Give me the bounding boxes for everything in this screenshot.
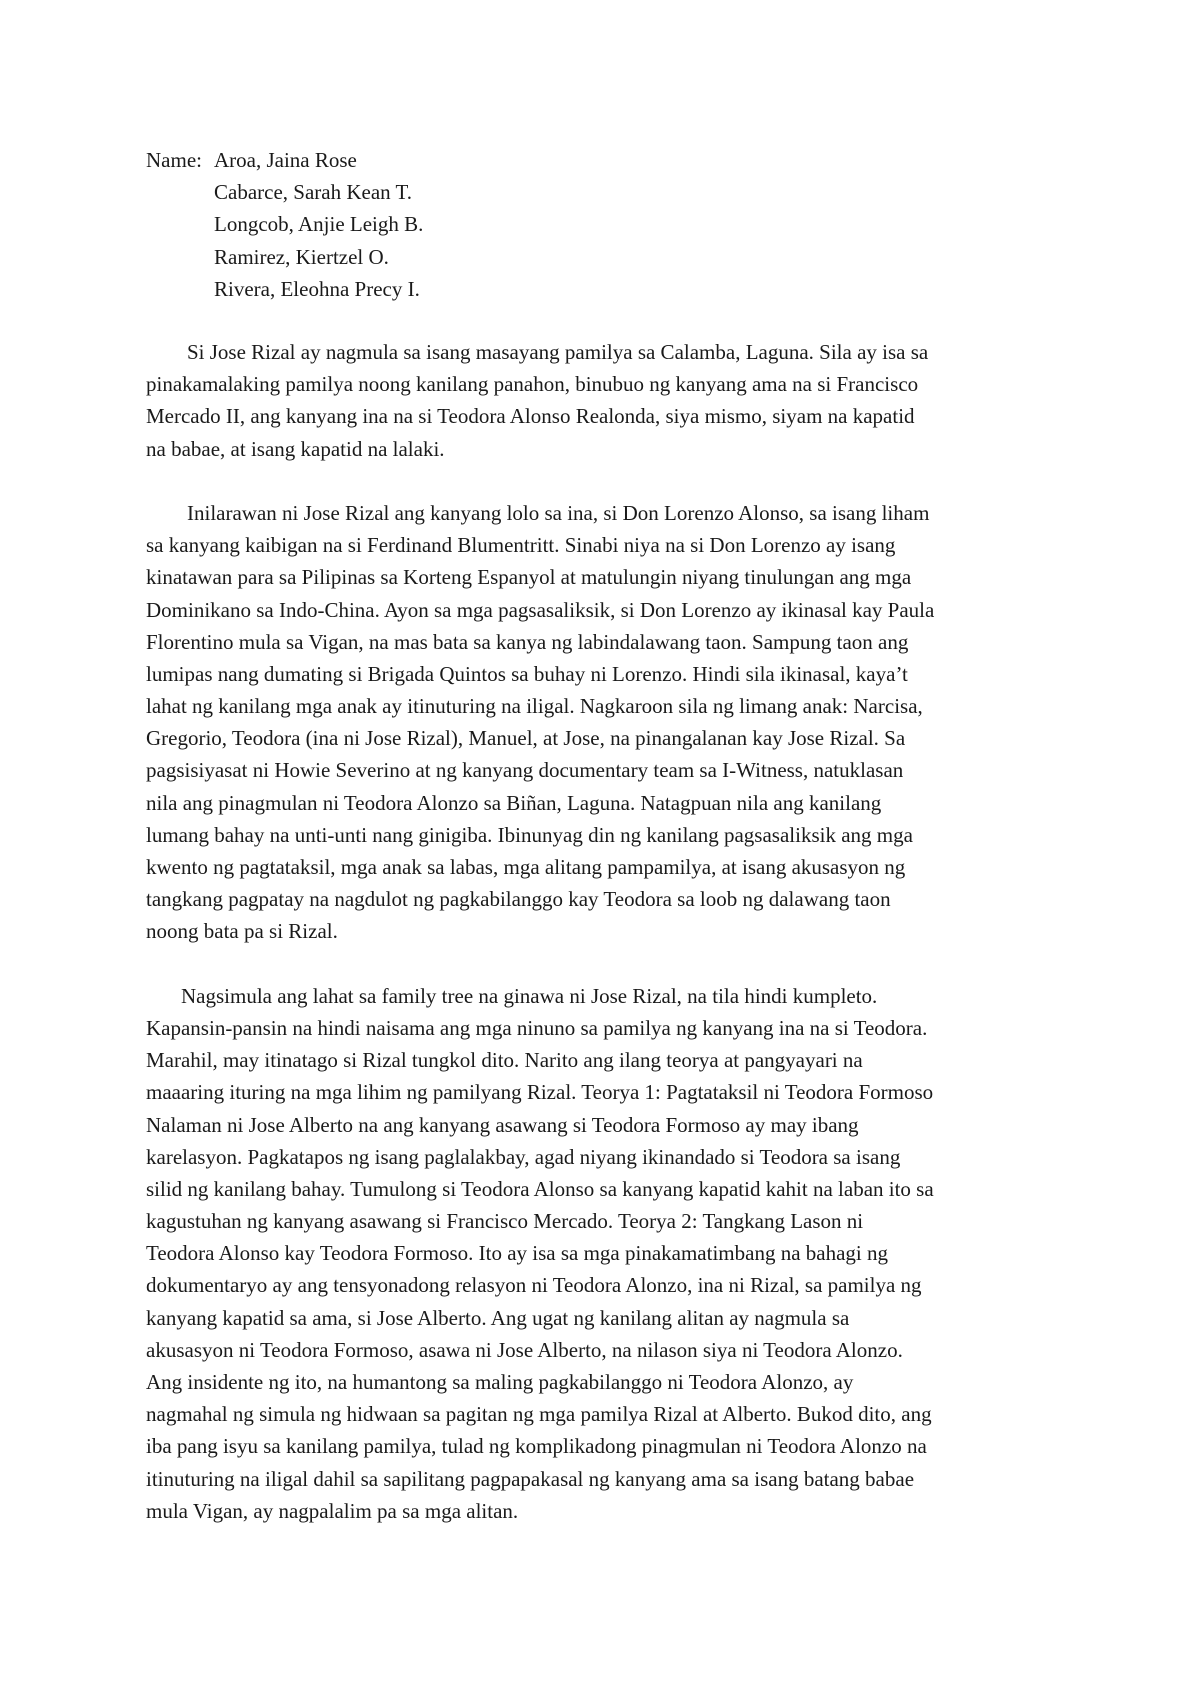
- text-line: Si Jose Rizal ay nagmula sa isang masayang pamilya sa Calamba, Laguna. Sila ay isa sa: [187, 340, 929, 364]
- text-line: Ang insidente ng ito, na humantong sa maling pagkabilanggo ni Teodora Alonzo, ay: [146, 1370, 854, 1394]
- text-line: kwento ng pagtataksil, mga anak sa labas, mga alitang pampamilya, at isang akusasyon ng: [146, 855, 906, 879]
- member-name: Rivera, Eleohna Precy I.: [214, 276, 420, 301]
- text-line: nila ang pinagmulan ni Teodora Alonzo sa Biñan, Laguna. Natagpuan nila ang kanilang: [146, 790, 882, 815]
- text-line: lahat ng kanilang mga anak ay itinuturing na iligal. Nagkaroon sila ng limang anak: Narcisa,: [146, 694, 923, 719]
- text-line: Dominikano sa Indo-China. Ayon sa mga pagsasaliksik, si Don Lorenzo ay ikinasal kay Paula: [146, 597, 935, 622]
- member-name: Cabarce, Sarah Kean T.: [214, 180, 413, 205]
- name-label: Name:: [146, 148, 202, 172]
- text-line: Florentino mula sa Vigan, na mas bata sa kanya ng labindalawang taon. Sampung taon ang: [146, 629, 909, 654]
- text-line: silid ng kanilang bahay. Tumulong si Teodora Alonso sa kanyang kapatid kahit na laban ito sa: [146, 1176, 934, 1201]
- text-line: mula Vigan, ay nagpalalim pa sa mga alitan.: [146, 1498, 519, 1523]
- paragraph-family-secrets: [146, 980, 1086, 1527]
- text-line: Inilarawan ni Jose Rizal ang kanyang lolo sa ina, si Don Lorenzo Alonso, sa isang liham: [187, 500, 930, 525]
- member-row: [146, 144, 1086, 176]
- text-line: itinuturing na iligal dahil sa sapilitang pagpapakasal ng kanyang ama sa isang batang babae: [146, 1466, 915, 1491]
- text-line: dokumentaryo ay ang tensyonadong relasyon ni Teodora Alonzo, ina ni Rizal, sa pamilya ng: [146, 1273, 922, 1298]
- text-line: Nagsimula ang lahat sa family tree na ginawa ni Jose Rizal, na tila hindi kumpleto.: [181, 983, 878, 1008]
- text-line: Marahil, may itinatago si Rizal tungkol dito. Narito ang ilang teorya at pangyayari na: [146, 1048, 863, 1073]
- member-row: [146, 241, 1086, 273]
- text-line: karelasyon. Pagkatapos ng isang paglalakbay, agad niyang ikinandado si Teodora sa isang: [146, 1144, 901, 1169]
- text-line: sa kanyang kaibigan na si Ferdinand Blumentritt. Sinabi niya na si Don Lorenzo ay isang: [146, 533, 896, 558]
- text-line: akusasyon ni Teodora Formoso, asawa ni Jose Alberto, na nilason siya ni Teodora Alonzo.: [146, 1337, 903, 1362]
- text-line: nagmahal ng simula ng hidwaan sa pagitan ng mga pamilya Rizal at Alberto. Bukod dito, ang: [146, 1402, 932, 1427]
- text-line: lumang bahay na unti-unti nang ginigiba. Ibinunyag din ng kanilang pagsasaliksik ang mga: [146, 822, 913, 847]
- paragraph-family-background: [146, 336, 1086, 465]
- text-line: tangkang pagpatay na nagdulot ng pagkabilanggo kay Teodora sa loob ng dalawang taon: [146, 887, 891, 912]
- text-line: pagsisiyasat ni Howie Severino at ng kanyang documentary team sa I-Witness, natuklasan: [146, 758, 904, 783]
- member-row: [146, 176, 1086, 208]
- text-line: Nalaman ni Jose Alberto na ang kanyang asawang si Teodora Formoso ay may ibang: [146, 1112, 859, 1137]
- text-line: iba pang isyu sa kanilang pamilya, tulad ng komplikadong pinagmulan ni Teodora Alonzo na: [146, 1434, 927, 1459]
- group-members-list: [146, 144, 1086, 305]
- member-row: [146, 273, 1086, 305]
- text-line: kanyang kapatid sa ama, si Jose Alberto. Ang ugat ng kanilang alitan ay nagmula sa: [146, 1305, 850, 1330]
- text-line: noong bata pa si Rizal.: [146, 919, 338, 944]
- text-line: kinatawan para sa Pilipinas sa Korteng Espanyol at matulungin niyang tinulungan ang mga: [146, 565, 912, 590]
- essay-body: [146, 336, 1086, 1559]
- text-line: maaaring ituring na mga lihim ng pamilyang Rizal. Teorya 1: Pagtataksil ni Teodora Formoso: [146, 1080, 934, 1105]
- paragraph-grandfather: [146, 497, 1086, 948]
- member-name: Aroa, Jaina Rose: [214, 148, 357, 172]
- member-row: [146, 208, 1086, 240]
- member-name: Ramirez, Kiertzel O.: [214, 244, 389, 269]
- text-line: Teodora Alonso kay Teodora Formoso. Ito ay isa sa mga pinakamatimbang na bahagi ng: [146, 1241, 889, 1266]
- text-line: pinakamalaking pamilya noong kanilang panahon, binubuo ng kanyang ama na si Francisco: [146, 372, 919, 397]
- member-name: Longcob, Anjie Leigh B.: [214, 212, 424, 237]
- text-line: lumipas nang dumating si Brigada Quintos sa buhay ni Lorenzo. Hindi sila ikinasal, kaya’t: [146, 661, 908, 686]
- text-line: Mercado II, ang kanyang ina na si Teodora Alonso Realonda, siya mismo, siyam na kapatid: [146, 404, 915, 429]
- text-line: kagustuhan ng kanyang asawang si Francisco Mercado. Teorya 2: Tangkang Lason ni: [146, 1209, 864, 1234]
- text-line: Kapansin-pansin na hindi naisama ang mga ninuno sa pamilya ng kanyang ina na si Teodora.: [146, 1015, 928, 1040]
- text-line: na babae, at isang kapatid na lalaki.: [146, 436, 445, 461]
- text-line: Gregorio, Teodora (ina ni Jose Rizal), Manuel, at Jose, na pinangalanan kay Jose Rizal. Sa: [146, 726, 906, 751]
